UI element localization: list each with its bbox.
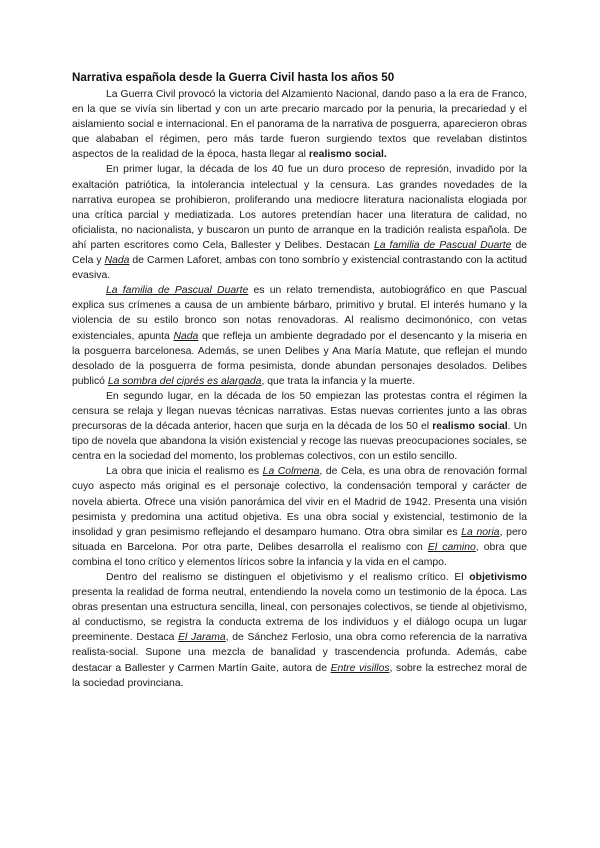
key-term: realismo social [432, 421, 508, 433]
work-title: El camino [427, 541, 476, 553]
paragraph [72, 283, 527, 389]
text-run: presenta la realidad de forma neutral, entendiendo la novela como un testimonio de la época. Las obras presentan una estructura sencilla, lineal, con personajes colectivos, se tiende al objetivismo, al conductismo, se registra la conducta extrema de los individuos y el diálogo ocupa un lugar preeminente. Destaca [72, 587, 527, 644]
text-run: Dentro del realismo se distinguen el objetivismo y el realismo crítico. El [106, 572, 470, 583]
text-run: , pero situada en Barcelona. Por otra parte, Delibes desarrolla el realismo con [72, 526, 527, 553]
paragraph [72, 464, 527, 570]
text-run: de Cela y [72, 239, 527, 267]
text-run: En segundo lugar, en la década de los 50 empiezan las protestas contra el régimen la censura se relaja y llegan nuevas técnicas narrativas. Estas nuevas corrientes junto a las obras precursoras de la década anterior, hacen que surja en la década de los 50 el [72, 390, 527, 433]
text-run: En primer lugar, la década de los 40 fue un duro proceso de represión, invadido por la exaltación patriótica, la intolerancia intelectual y la censura. Las grandes novedades de la narrativa europea se prohibieron, proliferando una mediocre literatura nacionalista elogiada por una crítica parcial y mediatizada. Los autores pretendían hacer una literatura de calidad, no oficialista, no nacionalista, y buscaron un punto de arranque en la tradición realista española. De ahí parten escritores como Cela, Ballester y Delibes. Destacan [72, 164, 527, 251]
text-run: de Carmen Laforet, ambas con tono sombrío y existencial contrastando con la actitud evasiva. [72, 255, 528, 282]
work-title: Entre visillos [330, 662, 390, 674]
work-title: La noria [461, 526, 500, 538]
key-term: objetivismo [469, 572, 527, 583]
text-run: , sobre la estrechez moral de la sociedad provinciana. [72, 662, 527, 689]
key-term: realismo social. [308, 149, 387, 161]
work-title: Nada [173, 330, 199, 342]
work-title: La sombra del ciprés es alargada [107, 375, 262, 387]
paragraph [72, 162, 527, 283]
text-run: La Guerra Civil provocó la victoria del Alzamiento Nacional, dando paso a la era de Franco, en la que se vivía sin libertad y con un arte precario marcado por la penuria, la precariedad y el aislamiento social e internacional. En el panorama de la narrativa de posguerra, aparecieron obras que alababan el régimen, pero más tarde fueron surgiendo textos que revelaban distintos aspectos de la realidad de la época, hasta llegar al [72, 89, 527, 161]
text-run: , de Cela, es una obra de renovación formal cuyo aspecto más original es el personaje colectivo, la condensación temporal y carácter de novela abierta. Ofrece una visión panorámica del vivir en el Madrid de 1942. Presenta una visión pesimista y predomina una actitud objetiva. Es una obra social y existencial, testimonio de la insolidad y gran pesimismo reflejando el desamparo humano. Otra obra similar es [72, 466, 527, 538]
work-title: La familia de Pascual Duarte [106, 285, 249, 297]
paragraph [72, 570, 527, 691]
text-run: La obra que inicia el realismo es [106, 466, 263, 478]
paragraph [72, 87, 527, 162]
paragraph [72, 389, 527, 464]
text-run: . Un tipo de novela que abandona la visión existencial y recoge las nuevas preocupaciones sociales, se centra en la sociedad del momento, los problemas colectivos, con un estilo sencillo. [72, 421, 528, 463]
text-run: es un relato tremendista, autobiográfico en que Pascual explica sus crímenes a causa de un ambiente bárbaro, primitivo y brutal. El interés humano y la violencia de su estilo bronco son notas renovadoras. Al realismo decimonónico, con vetas existenciales, apunta [72, 285, 527, 342]
text-run: , que trata la infancia y la muerte. [261, 375, 416, 387]
work-title: La Colmena [262, 466, 320, 478]
text-run: que refleja un ambiente degradado por el desencanto y la miseria en la posguerra barcelonesa. Además, se unen Delibes y Ana María Matute, que reflejan el mundo desolado de la posguerra de forma pesimista, donde abundan personajes desolados. Delibes publicó [72, 330, 528, 387]
work-title: La familia de Pascual Duarte [373, 239, 512, 251]
work-title: Nada [104, 255, 130, 267]
text-run: , de Sánchez Ferlosio, una obra como referencia de la narrativa realista-social. Supone una mezcla de banalidad y trascendencia profunda. Además, cabe destacar a Ballester y Carmen Martín Gaite, autora de [72, 632, 527, 674]
document-page [72, 70, 527, 691]
work-title: El Jarama [178, 632, 226, 644]
document-title: Narrativa española desde la Guerra Civil hasta los años 50 [72, 71, 395, 84]
document-body [72, 87, 527, 691]
text-run: , obra que combina el tono crítico y elementos líricos sobre la infancia y la vida en el campo. [72, 541, 527, 568]
